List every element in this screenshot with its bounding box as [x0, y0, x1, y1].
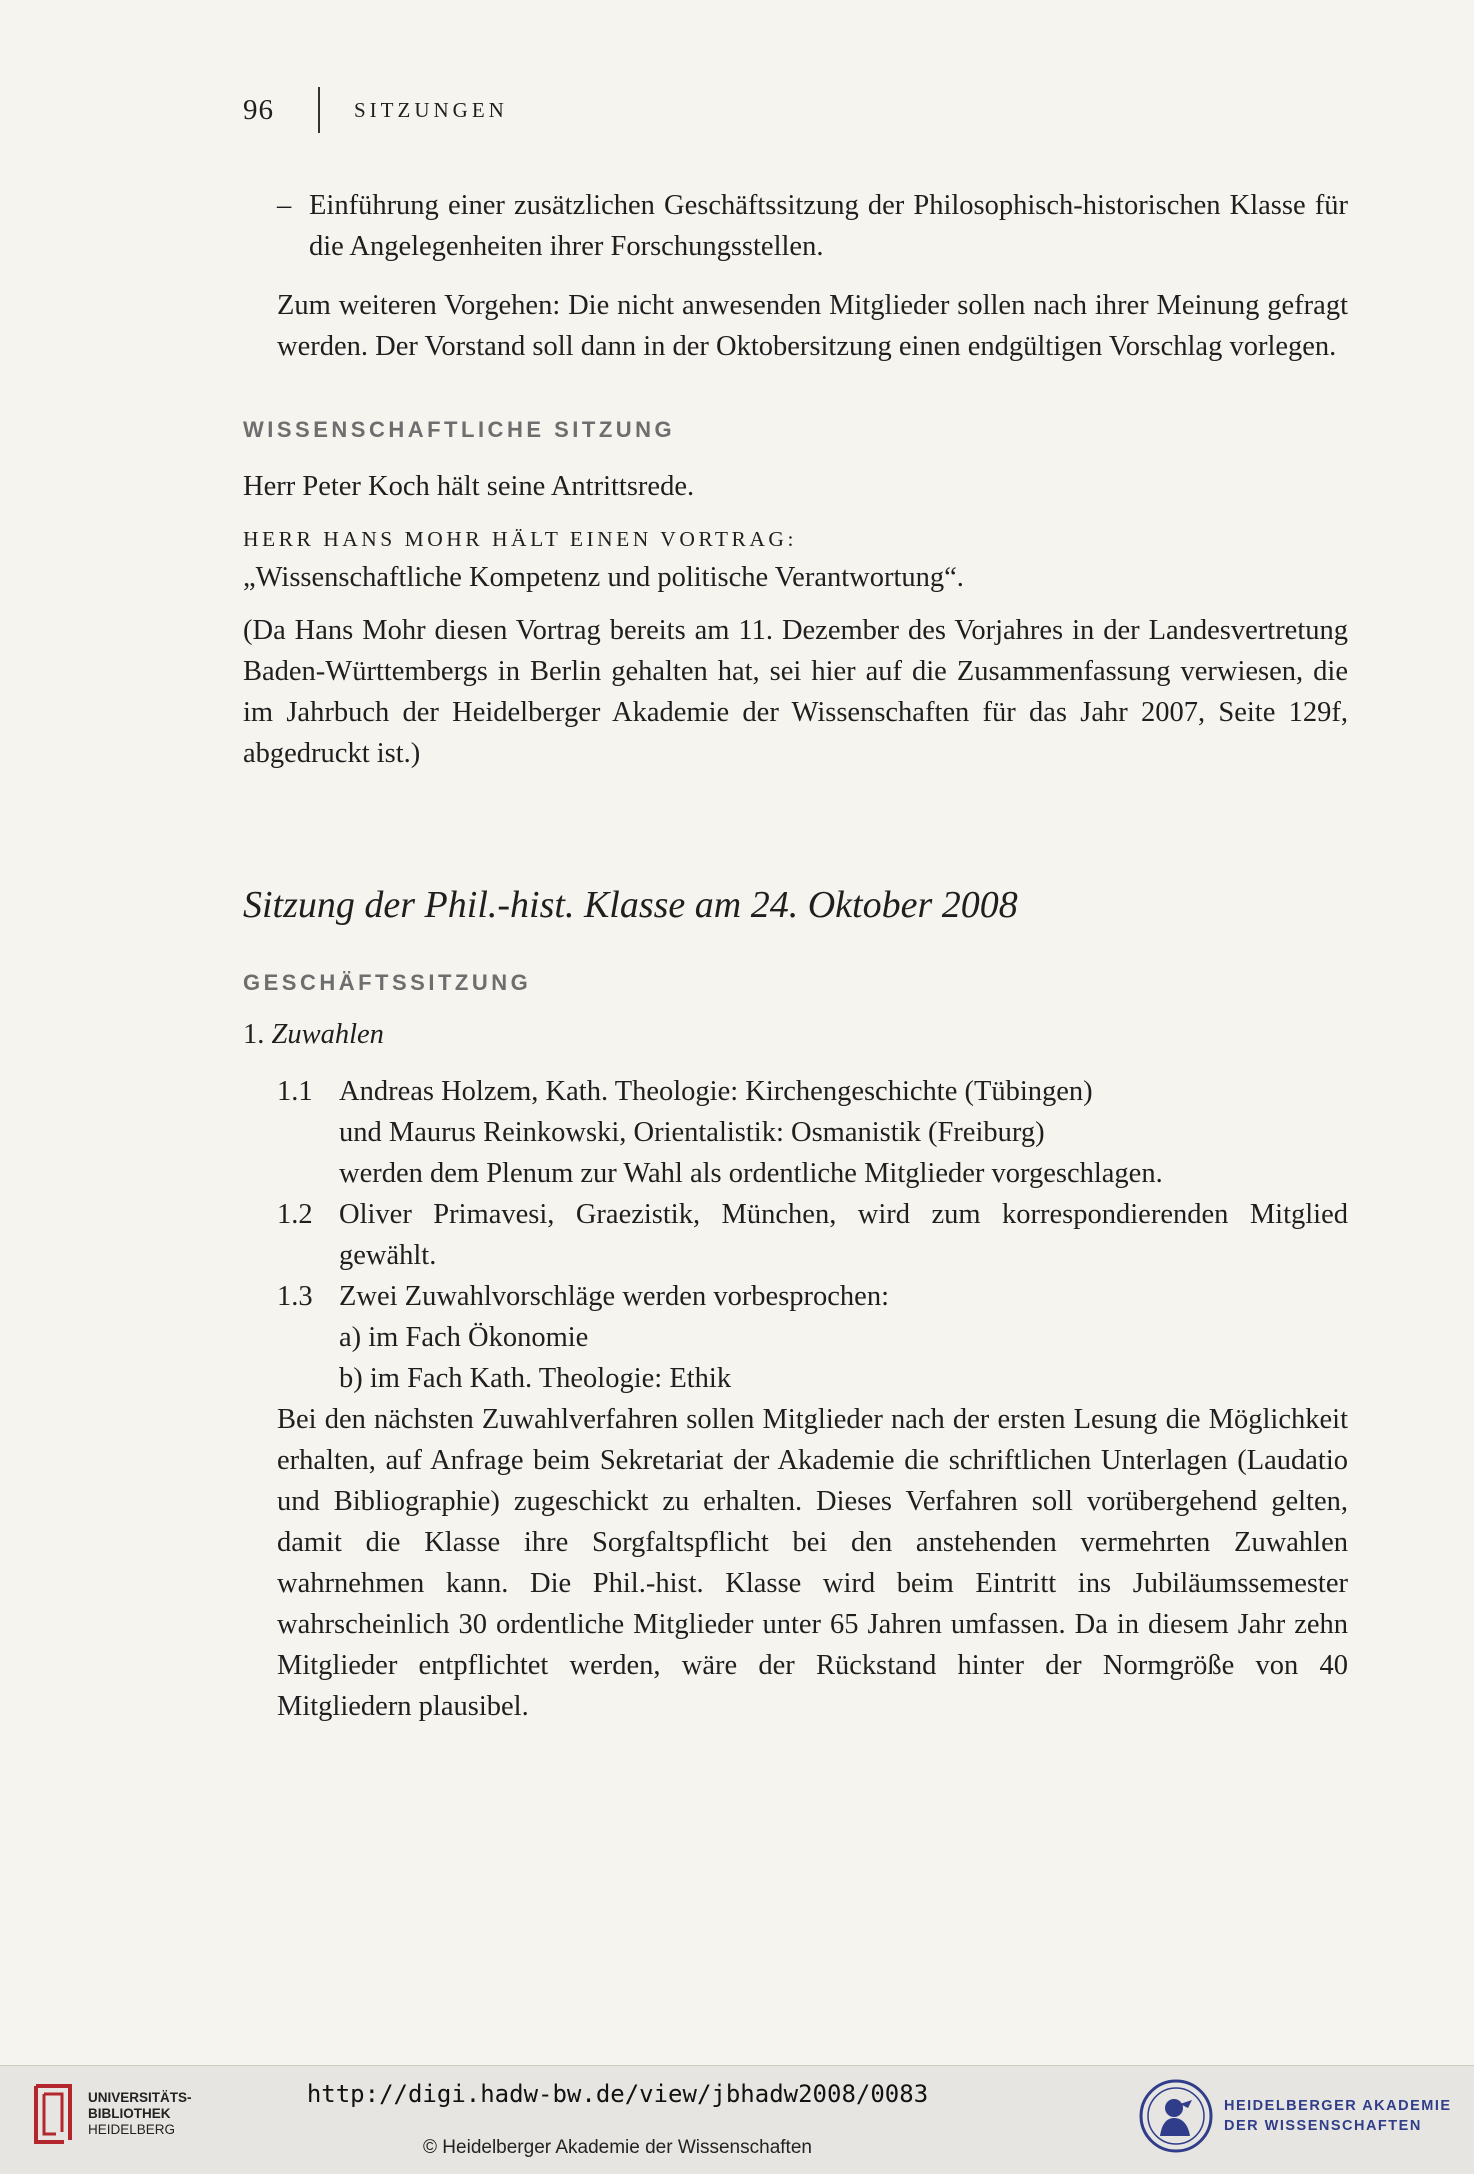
section-heading-business: GESCHÄFTSSITZUNG	[243, 970, 532, 995]
document-url-link[interactable]: http://digi.hadw-bw.de/view/jbhadw2008/0083	[306, 2080, 929, 2108]
academy-seal-icon	[1138, 2078, 1214, 2154]
item-1-number: 1.	[243, 1019, 265, 1050]
next-steps-paragraph: Zum weiteren Vorgehen: Die nicht anwesenden Mitglieder sollen nach ihrer Meinung gefragt werden. Der Vorstand soll dann in der Oktobersitzung einen endgültigen Vorschlag vorlegen.	[277, 290, 1348, 362]
list-item-1-3	[243, 1276, 1348, 1317]
item-line: Zwei Zuwahlvorschläge werden vorbesprochen:	[339, 1281, 890, 1312]
list-item-1-2	[243, 1194, 1348, 1276]
bullet-item	[243, 185, 1348, 267]
academy-name-line1: HEIDELBERGER AKADEMIE	[1224, 2098, 1452, 2114]
mohr-lecture-title: „Wissenschaftliche Kompetenz und politische Verantwortung“.	[243, 562, 964, 593]
item-number: 1.2	[277, 1199, 313, 1230]
page-number: 96	[243, 93, 274, 126]
mohr-lecture-note: (Da Hans Mohr diesen Vortrag bereits am 11. Dezember des Vorjahres in der Landesvertretung Baden-Württembergs in Berlin gehalten hat, sei hier auf die Zusammenfassung verwiesen, die im Jahrbuch der Heidelberger Akademie der Wissenschaften für das Jahr 2007, Seite 129f, abgedruckt ist.)	[243, 615, 1348, 769]
item-line: Andreas Holzem, Kath. Theologie: Kirchengeschichte (Tübingen)	[339, 1076, 1093, 1107]
header-divider	[318, 87, 320, 133]
item-line: und Maurus Reinkowski, Orientalistik: Osmanistik (Freiburg)	[339, 1117, 1045, 1148]
session-title: Sitzung der Phil.-hist. Klasse am 24. Oktober 2008	[243, 884, 1018, 926]
page-header	[243, 90, 508, 130]
sub-item-b: b) im Fach Kath. Theologie: Ethik	[339, 1363, 732, 1394]
item-1-heading	[243, 1014, 1348, 1055]
item-number: 1.3	[277, 1281, 313, 1312]
item-1-label: Zuwahlen	[271, 1019, 384, 1050]
mohr-lecture-heading: HERR HANS MOHR HÄLT EINEN VORTRAG:	[243, 527, 797, 551]
bullet-dash: –	[277, 190, 292, 221]
closing-paragraph: Bei den nächsten Zuwahlverfahren sollen Mitglieder nach der ersten Lesung die Möglichkeit erhalten, auf Anfrage beim Sekretariat der Akademie die schriftlichen Unterlagen (Laudatio und Bibliographie) zugeschickt zu erhalten. Dieses Verfahren soll vorübergehend gelten, damit die Klasse ihre Sorgfaltspflicht bei den anstehenden vermehrten Zuwahlen wahrnehmen kann. Die Phil.-hist. Klasse wird beim Eintritt ins Jubiläumssemester wahrscheinlich 30 ordentliche Mitglieder unter 65 Jahren umfassen. Da in diesem Jahr zehn Mitglieder entpflichtet werden, wäre der Rückstand hinter der Normgröße von 40 Mitgliedern plausibel.	[277, 1404, 1348, 1722]
list-item-1-1	[243, 1071, 1348, 1194]
viewer-footer	[0, 2065, 1474, 2174]
library-name-line3: HEIDELBERG	[88, 2122, 176, 2137]
copyright-notice: © Heidelberger Akademie der Wissenschaften	[423, 2137, 812, 2158]
section-heading-scientific: WISSENSCHAFTLICHE SITZUNG	[243, 417, 676, 442]
page-body	[243, 185, 1348, 1727]
running-title: SITZUNGEN	[354, 97, 508, 122]
academy-name-line2: DER WISSENSCHAFTEN	[1224, 2118, 1422, 2134]
item-line: Oliver Primavesi, Graezistik, München, wird zum korrespondierenden Mitglied gewählt.	[339, 1199, 1348, 1271]
item-number: 1.1	[277, 1076, 313, 1107]
sub-item-a: a) im Fach Ökonomie	[339, 1322, 589, 1353]
library-name-line2: BIBLIOTHEK	[88, 2106, 171, 2121]
koch-sentence: Herr Peter Koch hält seine Antrittsrede.	[243, 471, 695, 502]
item-line: werden dem Plenum zur Wahl als ordentliche Mitglieder vorgeschlagen.	[339, 1158, 1163, 1189]
academy-logo[interactable]	[1138, 2078, 1452, 2154]
bullet-text: Einführung einer zusätzlichen Geschäftssitzung der Philosophisch-historischen Klasse für die Angelegenheiten ihrer Forschungsstellen.	[309, 190, 1348, 262]
library-name-line1: UNIVERSITÄTS-	[88, 2090, 192, 2105]
